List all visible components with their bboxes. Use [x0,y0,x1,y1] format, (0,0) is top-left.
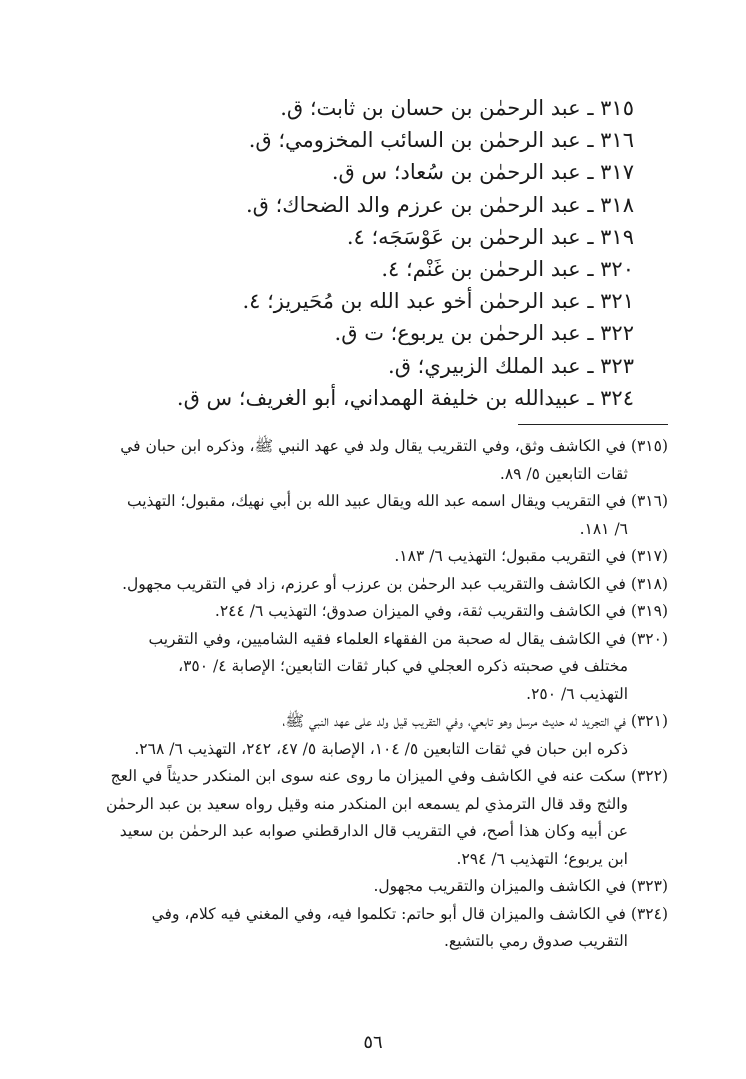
footnote-line: (٣٢٢) سكت عنه في الكاشف وفي الميزان ما روى عنه سوى ابن المنكدر حديثاً في العج [110,767,668,785]
footnote-line: (٣٢٠) في الكاشف يقال له صحبة من الفقهاء العلماء فقيه الشاميين، وفي التقريب [148,629,668,648]
footnote-line: (٣١٩) في الكاشف والتقريب ثقة، وفي الميزان صدوق؛ التهذيب ٦/ ٢٤٤. [214,602,668,620]
footnote-line: التهذيب ٦/ ٢٥٠. [526,684,628,703]
footnote-line: التقريب صدوق رمي بالتشيع. [443,932,628,950]
footnote-line: (٣٢١) في التجريد له حديث مرسل وهو تابعي، وفي التقريب قيل ولد على عهد النبي ﷺ، [282,712,668,730]
entry-323: ٣٢٣ ـ عبد الملك الزبيري؛ ق. [388,353,634,378]
entry-318: ٣١٨ ـ عبد الرحمٰن بن عرزم والد الضحاك؛ ق. [245,192,634,217]
footnote-line: والثج وقد قال الترمذي لم يسمعه ابن المنكدر منه وقيل رواه سعيد بن عبد الرحمٰن [106,794,628,813]
entry-320: ٣٢٠ ـ عبد الرحمٰن بن غَنْم؛ ٤. [381,256,634,281]
footnote-line: (٣٢٣) في الكاشف والميزان والتقريب مجهول. [373,877,668,895]
footnote-line: عن أبيه وكان هذا أصح، في التقريب قال الدارقطني صوابه عبد الرحمٰن بن سعيد [119,822,628,840]
footnote-320 [68,626,668,709]
footnote-323 [68,873,668,901]
entry-317: ٣١٧ ـ عبد الرحمٰن بن سُعاد؛ س ق. [331,160,634,185]
entry-list [114,92,634,414]
entry-319: ٣١٩ ـ عبد الرحمٰن بن عَوْسَجَه؛ ٤. [346,224,634,249]
page-number: ٥٦ [363,1032,383,1053]
footnote-line: (٣٢٤) في الكاشف والميزان قال أبو حاتم: تكلموا فيه، وفي المغني فيه كلام، وفي [151,904,668,923]
footnote-321 [68,708,668,763]
footnote-319 [68,598,668,626]
footnote-324 [68,901,668,956]
footnote-line: (٣١٨) في الكاشف والتقريب عبد الرحمٰن بن عرزب أو عرزم، زاد في التقريب مجهول. [122,574,668,593]
footnote-318 [68,571,668,599]
entry-322: ٣٢٢ ـ عبد الرحمٰن بن يربوع؛ ت ق. [334,321,634,346]
footnote-line: ذكره ابن حبان في ثقات التابعين ٥/ ١٠٤، الإصابة ٥/ ٤٧، ٢٤٢، التهذيب ٦/ ٢٦٨. [134,739,628,758]
footnote-317 [68,543,668,571]
entry-321: ٣٢١ ـ عبد الرحمٰن أخو عبد الله بن مُحَيريز؛ ٤. [242,289,634,314]
footnote-316 [68,488,668,543]
entry-316: ٣١٦ ـ عبد الرحمٰن بن السائب المخزومي؛ ق. [248,128,634,153]
entry-324: ٣٢٤ ـ عبيدالله بن خليفة الهمداني، أبو الغريف؛ س ق. [176,385,634,410]
footnote-line: ثقات التابعين ٥/ ٨٩. [499,464,628,483]
entry-315: ٣١٥ ـ عبد الرحمٰن بن حسان بن ثابت؛ ق. [280,96,634,120]
footnotes [68,433,668,956]
footnote-line: (٣١٧) في التقريب مقبول؛ التهذيب ٦/ ١٨٣. [394,547,668,565]
footnote-line: (٣١٦) في التقريب ويقال اسمه عبد الله ويقال عبيد الله بن أبي نهيك، مقبول؛ التهذيب [127,492,668,510]
footnote-divider [518,424,668,425]
footnote-322 [68,763,668,873]
footnote-line: ابن يربوع؛ التهذيب ٦/ ٢٩٤. [456,849,628,868]
footnote-line: (٣١٥) في الكاشف وثق، وفي التقريب يقال ولد في عهد النبي ﷺ، وذكره ابن حبان في [120,437,668,455]
footnote-line: مختلف في صحبته ذكره العجلي في كبار ثقات التابعين؛ الإصابة ٤/ ٣٥٠، [178,657,628,675]
footnote-315 [68,433,668,488]
footnote-line: ٦/ ١٨١. [579,519,628,538]
